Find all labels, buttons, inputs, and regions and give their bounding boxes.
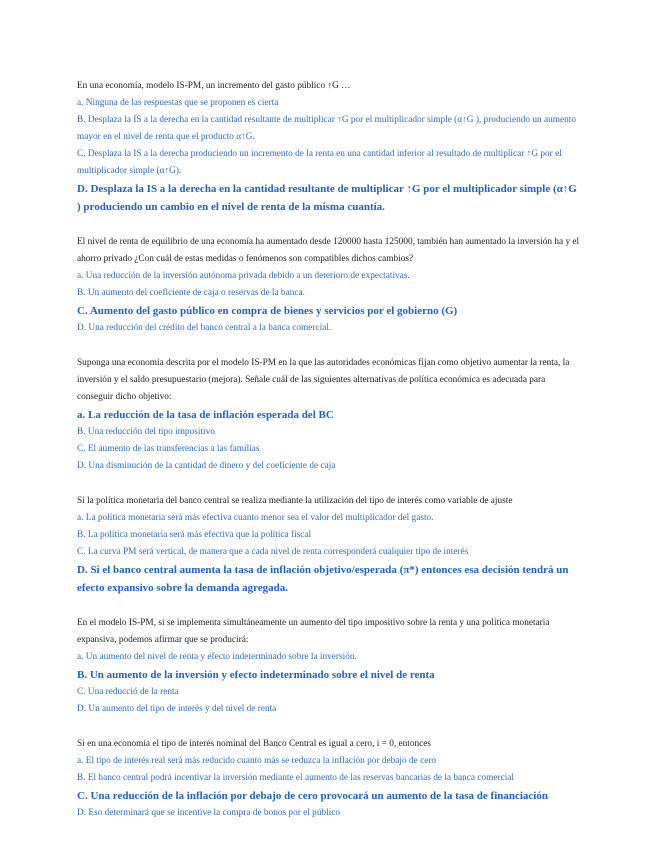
answer-option: D. Una reducción del crédito del banco central a la banca comercial. <box>77 323 332 333</box>
answer-option: D. Eso determinará que se incentive la compra de bonos por el público <box>77 808 341 818</box>
question-4 <box>77 493 582 597</box>
answer-option: C. Desplaza la IS a la derecha produciendo un incremento de la renta en una cantidad inferior al resultado de multiplicar ↑G por el multiplicador simple (α↑G). <box>77 149 562 176</box>
answer-option: B. Un aumento del coeficiente de caja o reservas de la banca. <box>77 288 305 298</box>
answer-option: a. Un aumento del nivel de renta y efecto indeterminado sobre la inversión. <box>77 652 357 662</box>
answer-option: B. La política monetaria será más efectiva que la política fiscal <box>77 530 312 540</box>
question-text: Si la política monetaria del banco central se realiza mediante la utilización del tipo de interés como variable de ajuste <box>77 496 513 506</box>
answer-option: D. Una disminución de la cantidad de dinero y del coeficiente de caja <box>77 461 336 471</box>
answer-option: a. La política monetaria será más efectiva cuanto menor sea el valor del multiplicador del gasto. <box>77 513 434 523</box>
question-text: El nivel de renta de equilibrio de una economía ha aumentado desde 120000 hasta 125000, también han aumentado la inversión ha y el ahorro privado ¿Con cuál de estas medidas o fenómenos son compatibles dichos cambios? <box>77 237 580 264</box>
answer-option: B. Una reducción del tipo impositivo <box>77 427 215 437</box>
question-5 <box>77 615 582 718</box>
answer-option: a. El tipo de interés real será más reducido cuanto más se reduzca la inflación por debajo de cero <box>77 756 437 766</box>
question-3 <box>77 355 582 475</box>
question-2 <box>77 234 582 337</box>
question-1 <box>77 78 582 216</box>
correct-answer-option: C. Aumento del gasto público en compra de bienes y servicios por el gobierno (G) <box>77 305 458 317</box>
answer-option: B. Desplaza la IS a la derecha en la cantidad resultante de multiplicar ↑G por el multiplicador simple (α↑G ), produciendo un aumento mayor en el nivel de renta que el producto α↑G. <box>77 115 576 142</box>
question-6 <box>77 736 582 822</box>
correct-answer-option: D. Desplaza la IS a la derecha en la cantidad resultante de multiplicar ↑G por el multiplicador simple (α↑G ) produciendo un cambio en el nivel de renta de la misma cuantía. <box>77 183 577 213</box>
question-text: En una economía, modelo IS-PM, un incremento del gasto público ↑G … <box>77 81 351 91</box>
answer-option: B. El banco central podrá incentivar la inversión mediante el aumento de las reservas bancarias de la banca comercial <box>77 773 515 783</box>
correct-answer-option: a. La reducción de la tasa de inflación esperada del BC <box>77 409 334 421</box>
answer-option: a. Ninguna de las respuestas que se proponen es cierta <box>77 98 279 108</box>
answer-option: C. La curva PM será vertical, de manera que a cada nivel de renta corresponderá cualquier tipo de interés <box>77 547 469 557</box>
answer-option: D. Un aumento del tipo de interés y del nivel de renta <box>77 704 277 714</box>
correct-answer-option: C. Una reducción de la inflación por debajo de cero provocará un aumento de la tasa de financiación <box>77 790 548 802</box>
answer-option: C. El aumento de las transferencias a las familias <box>77 444 260 454</box>
question-text: Suponga una economía descrita por el modelo IS-PM en la que las autoridades económicas fijan como objetivo aumentar la renta, la inversión y el saldo presupuestario (mejora). Señale cuál de las siguientes alternativas de política económica es adecuada para conseguir dicho objetivo: <box>77 358 570 402</box>
correct-answer-option: D. Si el banco central aumenta la tasa de inflación objetivo/esperada (π*) entonces esa decisión tendrá un efecto expansivo sobre la demanda agregada. <box>77 564 569 594</box>
question-text: Si en una economía el tipo de interés nominal del Banco Central es igual a cero, i = 0, entonces <box>77 739 432 749</box>
correct-answer-option: B. Un aumento de la inversión y efecto indeterminado sobre el nivel de renta <box>77 669 435 681</box>
question-text: En el modelo IS-PM, si se implementa simultáneamente un aumento del tipo impositivo sobre la renta y una política monetaria expansiva, podemos afirmar que se producirá: <box>77 618 550 645</box>
quiz-document <box>77 78 582 840</box>
answer-option: a. Una reducción de la inversión autónoma privada debido a un deterioro de expectativas. <box>77 271 410 281</box>
answer-option: C. Una reducció de la renta <box>77 687 179 697</box>
